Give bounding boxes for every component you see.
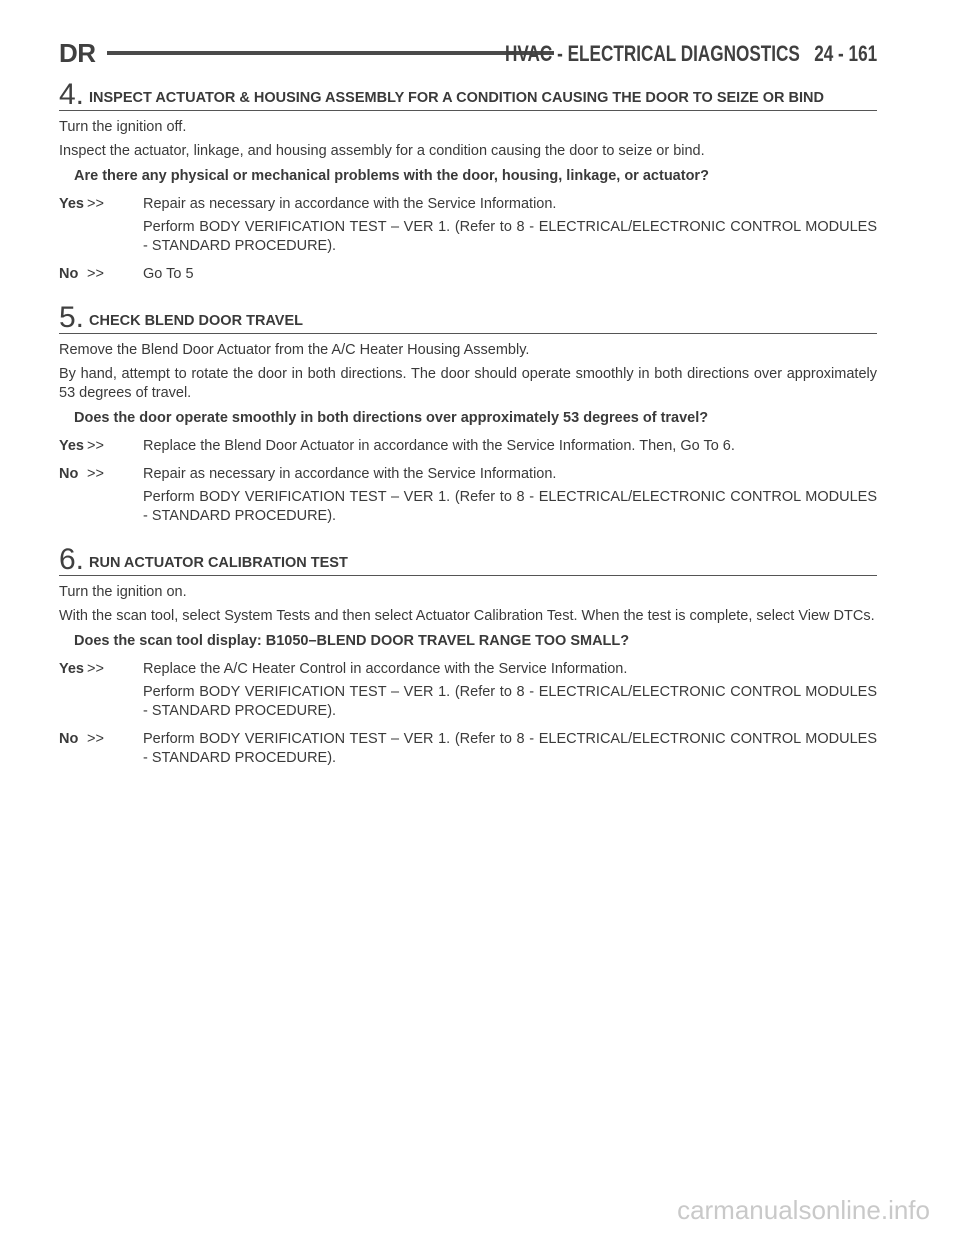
step-number: 5. xyxy=(59,301,85,334)
response-text: Perform BODY VERIFICATION TEST – VER 1. (Refer to 8 - ELECTRICAL/ELECTRONIC CONTROL MODULES - STANDARD PROCEDURE). xyxy=(143,731,877,766)
section-title: HVAC - ELECTRICAL DIAGNOSTICS xyxy=(504,41,800,66)
header-rule xyxy=(107,51,554,55)
step-heading xyxy=(59,543,877,576)
step-4 xyxy=(59,78,877,288)
step-6 xyxy=(59,543,877,772)
instruction: Turn the ignition on. xyxy=(59,584,187,600)
response-text: Perform BODY VERIFICATION TEST – VER 1. (Refer to 8 - ELECTRICAL/ELECTRONIC CONTROL MODULES - STANDARD PROCEDURE). xyxy=(143,684,877,719)
instruction: Remove the Blend Door Actuator from the A/C Heater Housing Assembly. xyxy=(59,342,530,358)
step-number: 6. xyxy=(59,543,85,576)
procedure-content xyxy=(59,78,877,789)
response-no xyxy=(59,730,877,772)
response-text: Perform BODY VERIFICATION TEST – VER 1. (Refer to 8 - ELECTRICAL/ELECTRONIC CONTROL MODULES - STANDARD PROCEDURE). xyxy=(143,489,877,524)
diagnostic-question: Are there any physical or mechanical problems with the door, housing, linkage, or actuator? xyxy=(74,168,709,184)
response-text: Repair as necessary in accordance with the Service Information. xyxy=(143,466,557,482)
response-arrow: >> xyxy=(87,266,104,282)
step-heading xyxy=(59,78,877,111)
response-arrow: >> xyxy=(87,661,104,677)
response-arrow: >> xyxy=(87,466,104,482)
response-no xyxy=(59,465,877,530)
step-heading xyxy=(59,301,877,334)
step-number: 4. xyxy=(59,78,85,111)
response-text: Replace the Blend Door Actuator in accordance with the Service Information. Then, Go To 6. xyxy=(143,438,735,454)
response-yes xyxy=(59,437,877,460)
response-no xyxy=(59,265,877,288)
instruction: Inspect the actuator, linkage, and housing assembly for a condition causing the door to seize or bind. xyxy=(59,143,705,159)
response-arrow: >> xyxy=(87,731,104,747)
response-text: Repair as necessary in accordance with the Service Information. xyxy=(143,196,557,212)
diagnostic-question: Does the scan tool display: B1050–BLEND DOOR TRAVEL RANGE TOO SMALL? xyxy=(74,633,630,649)
manual-code: DR xyxy=(59,38,96,68)
response-yes xyxy=(59,195,877,260)
response-label: Yes xyxy=(59,438,84,454)
page-number: 24 - 161 xyxy=(814,41,877,66)
step-title: INSPECT ACTUATOR & HOUSING ASSEMBLY FOR A CONDITION CAUSING THE DOOR TO SEIZE OR BIND xyxy=(89,90,824,106)
response-text: Replace the A/C Heater Control in accordance with the Service Information. xyxy=(143,661,628,677)
diagnostic-question: Does the door operate smoothly in both directions over approximately 53 degrees of travel? xyxy=(74,410,709,426)
section-and-page xyxy=(505,41,877,67)
response-label: Yes xyxy=(59,196,84,212)
step-5 xyxy=(59,301,877,530)
response-arrow: >> xyxy=(87,196,104,212)
response-label: No xyxy=(59,731,79,747)
response-arrow: >> xyxy=(87,438,104,454)
step-title: CHECK BLEND DOOR TRAVEL xyxy=(89,313,304,329)
response-label: Yes xyxy=(59,661,84,677)
response-yes xyxy=(59,660,877,725)
instruction: By hand, attempt to rotate the door in both directions. The door should operate smoothly in both directions over approximately 53 degrees of travel. xyxy=(59,366,877,401)
step-title: RUN ACTUATOR CALIBRATION TEST xyxy=(89,555,348,571)
response-label: No xyxy=(59,266,79,282)
instruction: With the scan tool, select System Tests and then select Actuator Calibration Test. When the test is complete, select View DTCs. xyxy=(59,608,875,624)
response-text: Perform BODY VERIFICATION TEST – VER 1. (Refer to 8 - ELECTRICAL/ELECTRONIC CONTROL MODULES - STANDARD PROCEDURE). xyxy=(143,219,877,254)
response-text: Go To 5 xyxy=(143,266,194,282)
instruction: Turn the ignition off. xyxy=(59,119,187,135)
response-label: No xyxy=(59,466,79,482)
watermark: carmanualsonline.info xyxy=(677,1195,930,1225)
page-header xyxy=(59,38,877,68)
